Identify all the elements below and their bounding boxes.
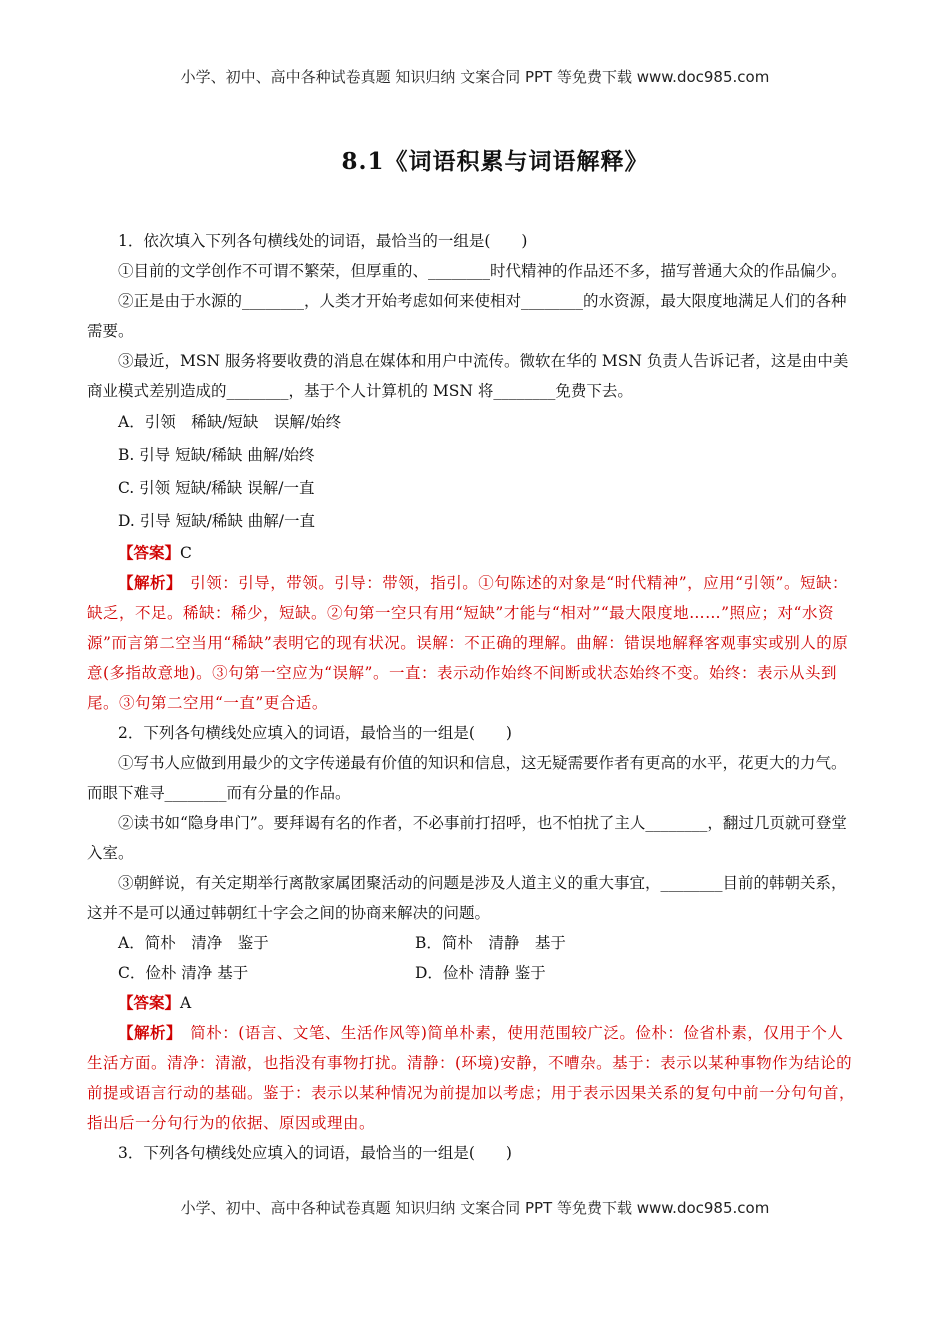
q1-option-c: C. 引领 短缺/稀缺 误解/一直 bbox=[118, 479, 315, 497]
q1-sentence-3: ③最近，MSN 服务将要收费的消息在媒体和用户中流传。微软在华的 MSN 负责人告诉记者，这是由中美商业模式差别造成的________，基于个人计算机的 MSN 将________免费下去。 bbox=[87, 352, 849, 400]
answer-tag: 【答案】 bbox=[118, 993, 181, 1012]
answer-tag: 【答案】 bbox=[118, 543, 181, 562]
q2-answer bbox=[118, 988, 858, 1018]
page-footer: 小学、初中、高中各种试卷真题 知识归纳 文案合同 PPT 等免费下载 www.doc985.com bbox=[180, 1199, 770, 1217]
q1-option-b: B. 引导 短缺/稀缺 曲解/始终 bbox=[118, 446, 315, 464]
q2-stem: 2．下列各句横线处应填入的词语，最恰当的一组是( ) bbox=[118, 724, 512, 742]
q2-option-d: D．俭朴 清静 鉴于 bbox=[415, 964, 546, 982]
analysis-tag: 【解析】 bbox=[118, 1023, 175, 1042]
q2-option-c: C．俭朴 清净 基于 bbox=[118, 964, 249, 982]
page-title: 8.1《词语积累与词语解释》 bbox=[341, 148, 649, 175]
q2-sentence-1: ①写书人应做到用最少的文字传递最有价值的知识和信息，这无疑需要作者有更高的水平，花更大的力气。而眼下难寻________而有分量的作品。 bbox=[87, 754, 847, 802]
q1-option-d: D. 引导 短缺/稀缺 曲解/一直 bbox=[118, 512, 316, 530]
q3-stem: 3．下列各句横线处应填入的词语，最恰当的一组是( ) bbox=[118, 1144, 512, 1162]
q2-sentence-3: ③朝鲜说，有关定期举行离散家属团聚活动的问题是涉及人道主义的重大事宜，________目前的韩朝关系，这并不是可以通过韩朝红十字会之间的协商来解决的问题。 bbox=[87, 874, 847, 922]
page-header: 小学、初中、高中各种试卷真题 知识归纳 文案合同 PPT 等免费下载 www.doc985.com bbox=[180, 68, 770, 86]
q2-options bbox=[118, 928, 858, 988]
q2-sentence-2: ②读书如“隐身串门”。要拜谒有名的作者，不必事前打招呼，也不怕扰了主人________，翻过几页就可登堂入室。 bbox=[87, 814, 847, 862]
analysis-text: 简朴：(语言、文笔、生活作风等)简单朴素，使用范围较广泛。俭朴：俭省朴素，仅用于个人生活方面。清净：清澈，也指没有事物打扰。清静：(环境)安静，不嘈杂。基于：表示以某种事物作为结论的前提或语言行动的基础。鉴于：表示以某种情况为前提加以考虑；用于表示因果关系的复句中前一分句句首，指出后一分句行为的依据、原因或理由。 bbox=[87, 1024, 856, 1132]
q2-option-a: A．简朴 清净 鉴于 bbox=[118, 934, 269, 952]
analysis-tag: 【解析】 bbox=[118, 573, 175, 592]
q1-sentence-1: ①目前的文学创作不可谓不繁荣，但厚重的、________时代精神的作品还不多，描写普通大众的作品偏少。 bbox=[118, 262, 847, 280]
q1-sentence-2: ②正是由于水源的________，人类才开始考虑如何来使相对________的水资源，最大限度地满足人们的各种需要。 bbox=[87, 292, 847, 340]
document-body bbox=[87, 226, 858, 1168]
q1-stem: 1．依次填入下列各句横线处的词语，最恰当的一组是( ) bbox=[118, 232, 528, 250]
q1-answer bbox=[118, 538, 858, 568]
q2-analysis bbox=[87, 1018, 858, 1138]
q2-option-b: B．简朴 清静 基于 bbox=[415, 934, 566, 952]
answer-value: A bbox=[180, 994, 192, 1012]
q1-option-a: A．引领 稀缺/短缺 误解/始终 bbox=[118, 413, 342, 431]
answer-value: C bbox=[180, 544, 192, 562]
q1-analysis bbox=[87, 568, 858, 718]
analysis-text: 引领：引导，带领。引导：带领，指引。①句陈述的对象是“时代精神”，应用“引领”。短缺：缺乏，不足。稀缺：稀少，短缺。②句第一空只有用“短缺”才能与“相对”“最大限度地……”照应；对“水资源”而言第二空当用“稀缺”表明它的现有状况。误解：不正确的理解。曲解：错误地解释客观事实或别人的原意(多指故意地)。③句第一空应为“误解”。一直：表示动作始终不间断或状态始终不变。始终：表示从头到尾。③句第二空用“一直”更合适。 bbox=[87, 574, 849, 712]
